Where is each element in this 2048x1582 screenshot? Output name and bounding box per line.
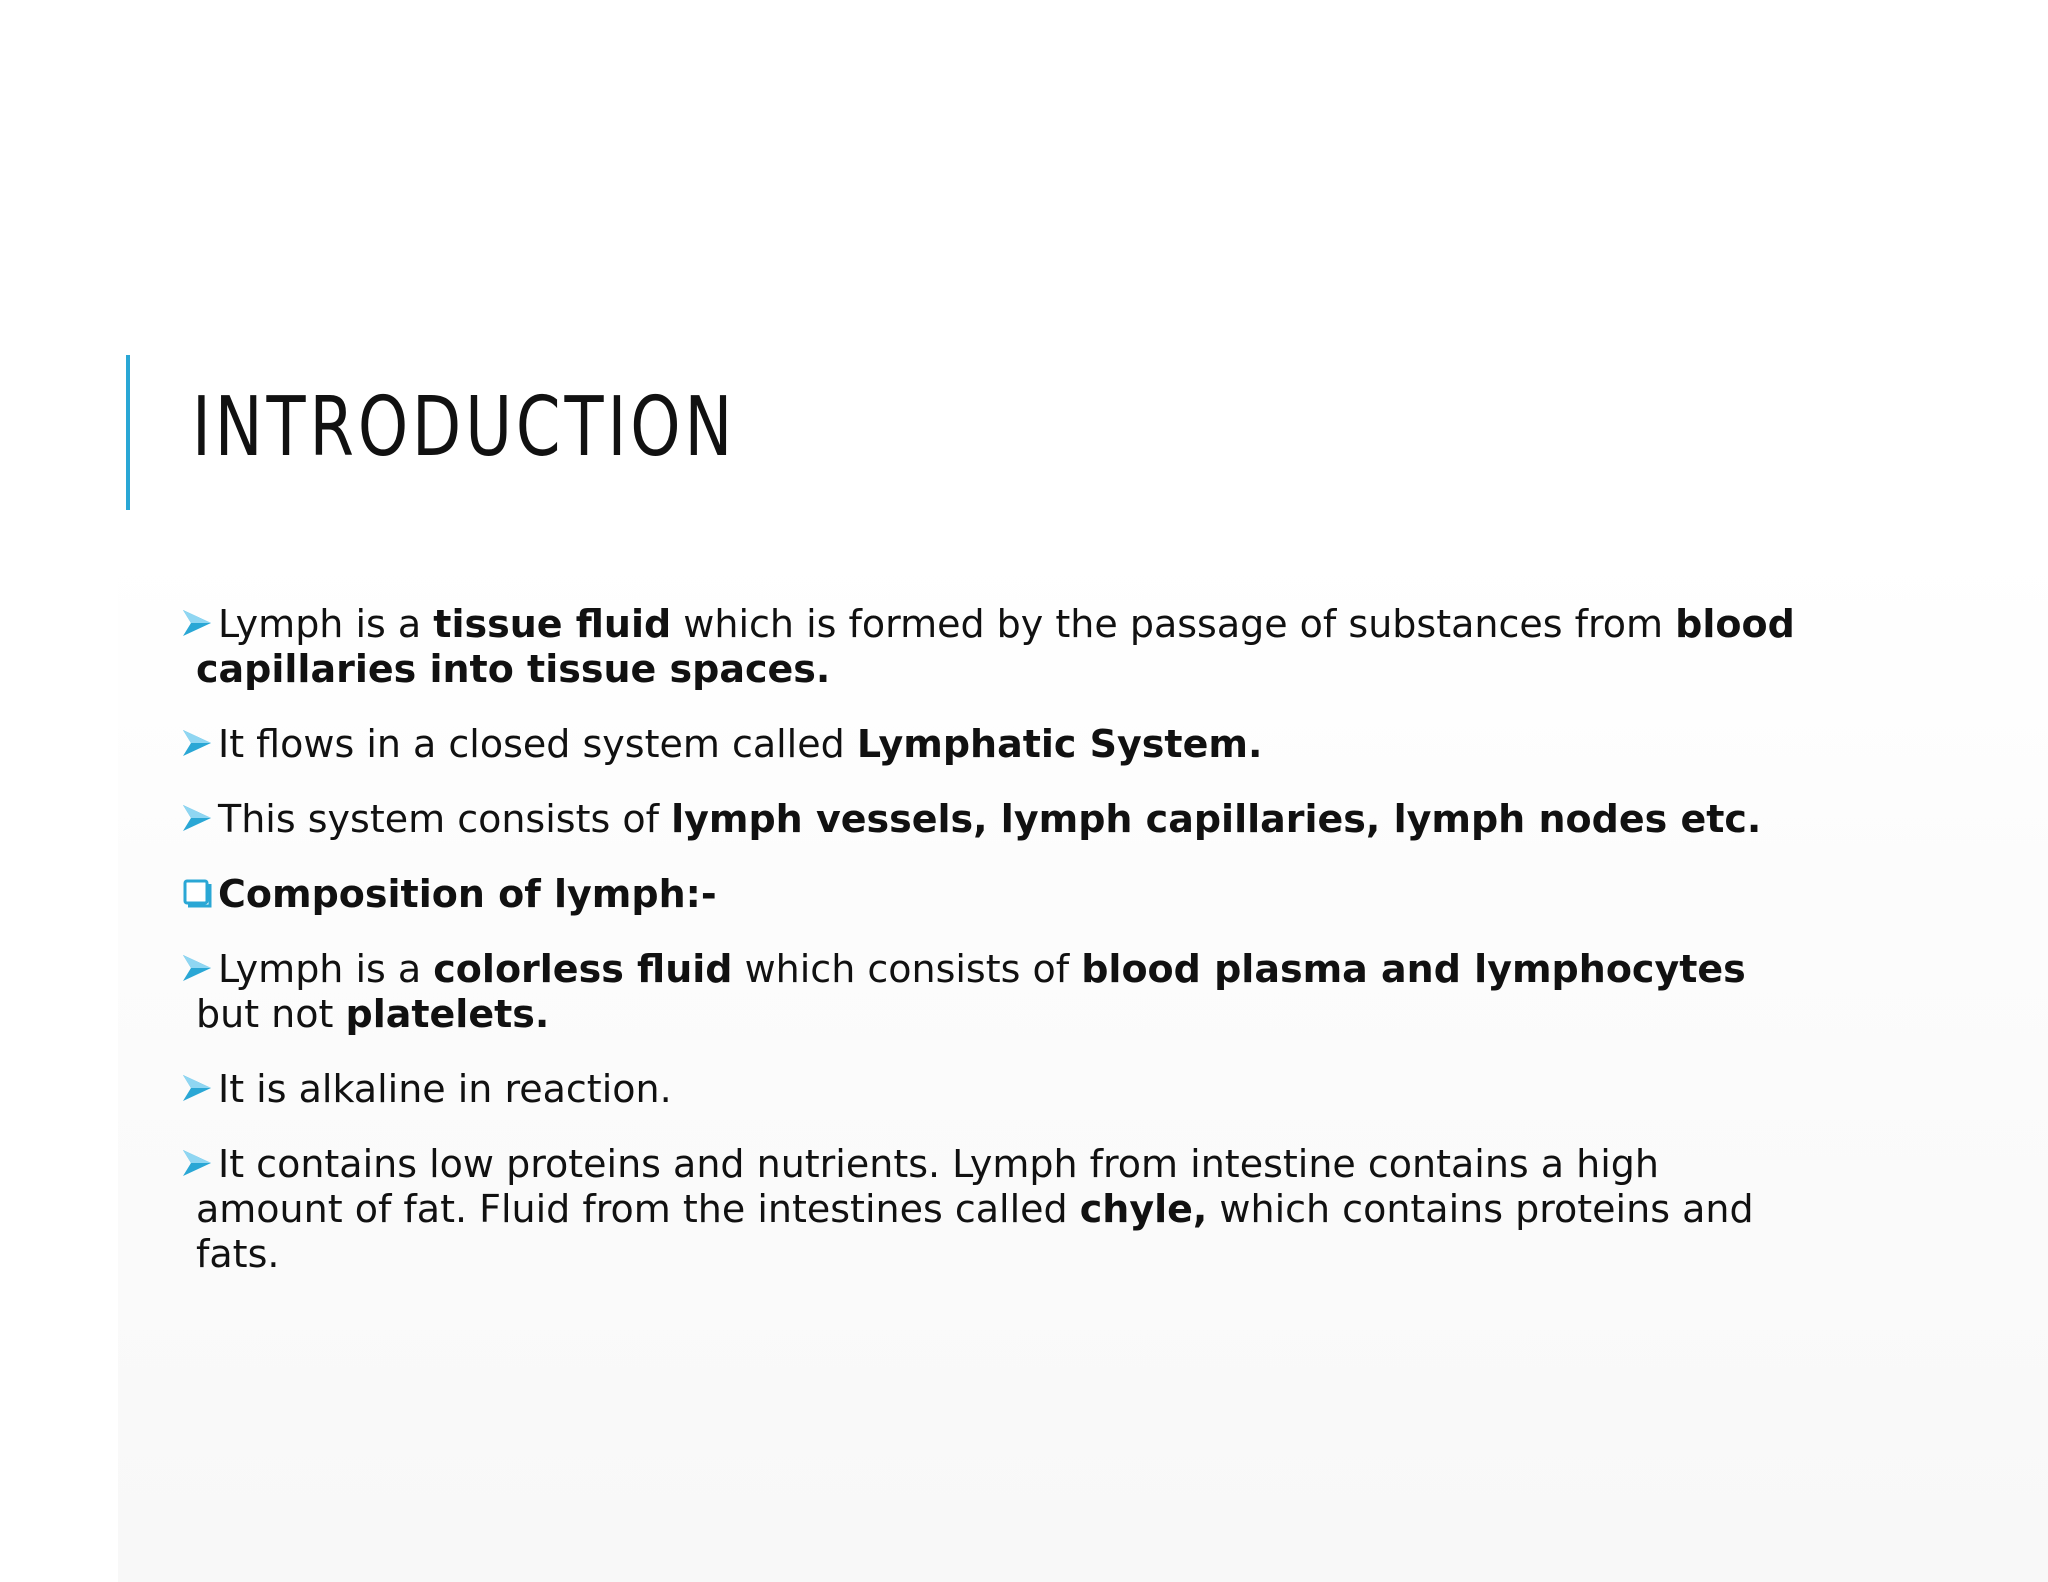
bullet-text-3: This system consists of lymph vessels, lymph capillaries, lymph nodes etc.: [218, 797, 1762, 841]
bullet-item: [180, 797, 1800, 842]
arrow-icon: [180, 602, 218, 647]
bullet-text-7: It contains low proteins and nutrients. Lymph from intestine contains a high amount of fat. Fluid from the intestines called chyle, which contains proteins and fats.: [196, 1142, 1754, 1276]
bullet-item: [180, 722, 1800, 767]
bullet-item: [180, 1142, 1800, 1277]
arrow-icon: [180, 947, 218, 992]
bullet-text-5: Lymph is a colorless fluid which consists of blood plasma and lymphocytes but not platelets.: [196, 947, 1746, 1036]
section-heading: [180, 872, 1800, 917]
title-accent-bar: [126, 355, 130, 510]
bullet-item: [180, 1067, 1800, 1112]
arrow-icon: [180, 797, 218, 842]
arrow-icon: [180, 1142, 218, 1187]
bullet-text-6: It is alkaline in reaction.: [218, 1067, 672, 1111]
arrow-icon: [180, 722, 218, 767]
arrow-icon: [180, 1067, 218, 1112]
bullet-text-1: Lymph is a tissue fluid which is formed by the passage of substances from blood capillaries into tissue spaces.: [196, 602, 1795, 691]
checkbox-icon: [180, 872, 218, 917]
bullet-item: [180, 602, 1800, 692]
bullet-item: [180, 947, 1800, 1037]
bullet-text-2: It flows in a closed system called Lymphatic System.: [218, 722, 1263, 766]
section-heading-text: Composition of lymph:-: [218, 872, 717, 916]
bullet-list: [180, 602, 1800, 1307]
slide-title: INTRODUCTION: [192, 380, 737, 475]
